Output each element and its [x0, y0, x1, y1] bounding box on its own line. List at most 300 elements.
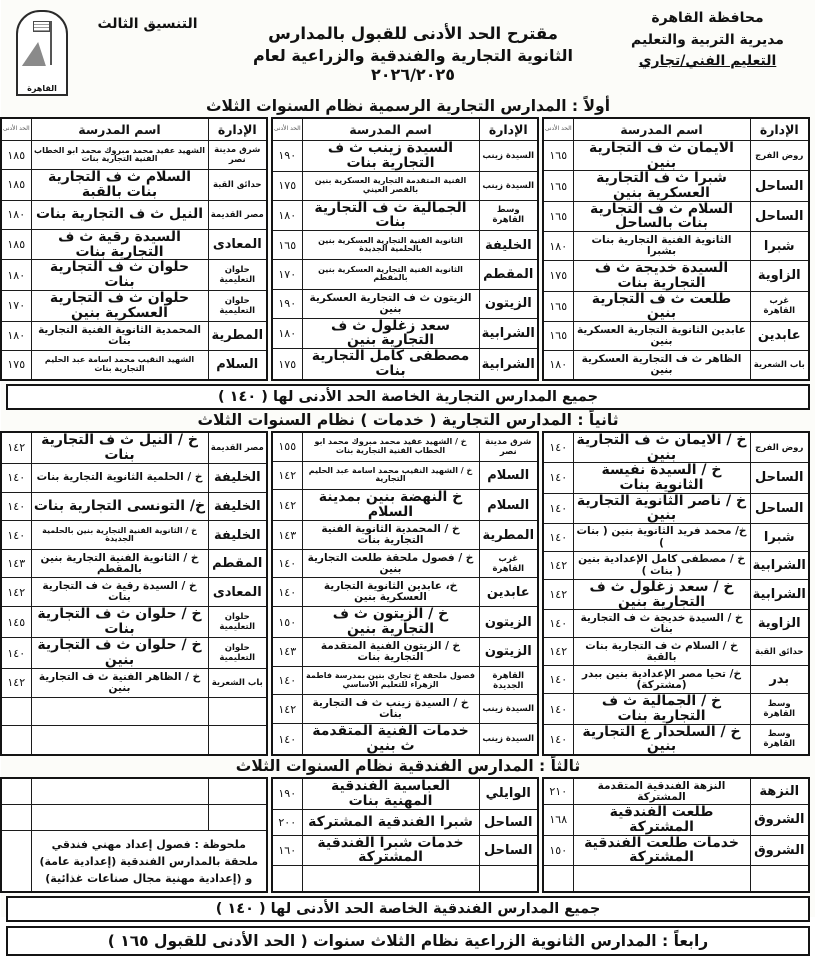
school-cell: خ النهضة بنين بمدينة السلام	[302, 490, 479, 521]
min-score-cell	[272, 866, 302, 893]
school-cell: الشهيد عقيد محمد مبروك محمد ابو الخطاب الفنية التجارية بنات	[31, 141, 208, 170]
min-score-cell: ١٨٥	[1, 141, 31, 170]
min-score-cell: ١٤٠	[543, 610, 573, 638]
min-score-cell: ١٤٠	[1, 521, 31, 550]
admin-header: الإدارة	[479, 118, 538, 141]
table-row	[1, 463, 267, 492]
admin-cell: بدر	[750, 666, 809, 694]
min-score-cell: ١٤٠	[272, 578, 302, 607]
school-cell: خ / فصول ملحقة طلعت التجارية بنين	[302, 549, 479, 578]
table-row	[272, 695, 538, 724]
admin-cell: مصر القديمة	[208, 432, 267, 464]
admin-cell: الزيتون	[479, 638, 538, 667]
table-row	[1, 549, 267, 578]
table-row	[1, 831, 267, 893]
admin-cell: المعادى	[208, 578, 267, 607]
min-score-cell	[1, 697, 31, 726]
doc-title-line2: الثانوية التجارية والفندقية والزراعية لعام ٢٠٢٦/٢٠٢٥	[252, 46, 573, 84]
table-row	[1, 726, 267, 755]
admin-cell: روض الفرج	[750, 141, 809, 171]
school-cell: المحمدية الثانوية الفنية التجارية بنات	[31, 321, 208, 350]
table-row	[543, 866, 809, 893]
admin-cell	[479, 866, 538, 893]
min-score-cell: ٢١٠	[543, 778, 573, 805]
school-cell: خ / الحلمية الثانوية التجارية بنات	[31, 463, 208, 492]
table-row	[272, 723, 538, 755]
admin-cell: الخليفة	[208, 492, 267, 521]
school-cell: خ، عابدين الثانوية التجارية العسكرية بنين	[302, 578, 479, 607]
table-row	[543, 610, 809, 638]
min-score-cell: ١٤٠	[543, 524, 573, 552]
school-cell: خ / الزيتون ث ف التجارية بنين	[302, 607, 479, 638]
min-score-cell: ١٤٣	[272, 521, 302, 550]
school-cell: سعد زغلول ث ف التجارية بنين	[302, 318, 479, 349]
min-score-cell: ١٦٠	[272, 835, 302, 865]
table-row	[543, 201, 809, 231]
header-left	[6, 4, 221, 96]
min-score-cell: ١٤٠	[543, 666, 573, 694]
school-cell: خدمات الفنية المتقدمة ث بنين	[302, 723, 479, 755]
flagpole-shape	[50, 21, 52, 65]
table-row	[1, 321, 267, 350]
admin-cell: وسط القاهرة	[750, 724, 809, 755]
min-score-cell: ١٩٠	[272, 141, 302, 172]
admin-cell: باب الشعرية	[208, 669, 267, 698]
min-score-cell: ١٧٠	[272, 260, 302, 289]
school-cell: خدمات طلعت الفندقية المشتركة	[573, 835, 750, 865]
min-score-cell: ١٨٠	[1, 200, 31, 229]
school-cell: العباسية الفندقية المهنية بنات	[302, 778, 479, 809]
school-cell: الفنية المتقدمة التجارية العسكرية بنين بالقصر العيني	[302, 171, 479, 200]
min-score-cell: ١٨٠	[272, 200, 302, 231]
document-header	[6, 4, 810, 96]
table-row	[1, 805, 267, 831]
school-cell: خ / السيدة خديجة ث ف التجارية بنات	[573, 610, 750, 638]
school-cell: الزيتون ث ف التجارية العسكرية بنين	[302, 289, 479, 318]
logo-caption: القاهرة	[27, 84, 57, 93]
table-group-middle	[271, 117, 539, 381]
min-score-cell: ١٤٠	[272, 666, 302, 695]
table-row	[543, 432, 809, 463]
table-row	[272, 666, 538, 695]
admin-cell: الزاوية	[750, 610, 809, 638]
school-cell: خ / الزيتون الفنية المتقدمة التجارية بنات	[302, 638, 479, 667]
admin-cell: الساحل	[479, 809, 538, 835]
table-group-right	[542, 117, 810, 381]
table-group-left	[0, 431, 268, 756]
school-cell: خ / الثانوية الفنية التجارية بنين بالحلمية الجديدة	[31, 521, 208, 550]
admin-cell: القاهرة الجديدة	[479, 666, 538, 695]
admin-cell: السلام	[479, 490, 538, 521]
min-score-cell: ١٨٥	[1, 170, 31, 201]
admin-cell: حدائق القبة	[750, 638, 809, 666]
table-row	[543, 835, 809, 865]
section-first-title: أولاً : المدارس التجارية الرسمية نظام السنوات الثلاث	[205, 97, 611, 115]
min-score-cell: ١٥٠	[543, 835, 573, 865]
school-cell: السيدة خديجة ث ف التجارية بنات	[573, 261, 750, 291]
school-header: اسم المدرسة	[302, 118, 479, 141]
admin-cell: الشرابية	[750, 580, 809, 610]
min-score-cell: ١٤٣	[272, 638, 302, 667]
table-row	[272, 778, 538, 809]
table-row	[1, 170, 267, 201]
document-page	[1, 0, 815, 951]
admin-cell: شبرا	[750, 232, 809, 261]
table-row	[272, 231, 538, 260]
school-cell	[302, 866, 479, 893]
table-row	[272, 638, 538, 667]
table-group-middle	[271, 431, 539, 756]
admin-cell: عابدين	[479, 578, 538, 607]
min-score-cell: ١٤٠	[543, 493, 573, 523]
directorate-line: مديرية التربية والتعليم	[631, 31, 784, 48]
table-row	[272, 171, 538, 200]
school-cell: خ/ تحيا مصر الإعدادية بنين ببدر (مشتركة)	[573, 666, 750, 694]
table-row	[272, 549, 538, 578]
flag-icon	[33, 21, 50, 32]
table-row	[272, 866, 538, 893]
min-score-cell: ١٨٠	[272, 318, 302, 349]
table-row	[543, 694, 809, 724]
min-score-cell: ١٤٢	[1, 578, 31, 607]
table-row	[543, 261, 809, 291]
school-cell: خ / النيل ث ف التجارية بنات	[31, 432, 208, 464]
table-row	[1, 229, 267, 260]
admin-cell: غرب القاهرة	[750, 291, 809, 321]
school-cell: الجمالية ث ف التجارية بنات	[302, 200, 479, 231]
min-score-cell: ١٤٠	[1, 463, 31, 492]
min-score-cell: ١٦٥	[543, 171, 573, 201]
table-row	[543, 463, 809, 493]
min-score-cell: ١٤٢	[272, 695, 302, 724]
min-score-cell: ١٩٠	[272, 778, 302, 809]
table-row	[1, 141, 267, 170]
min-score-cell: ١٤٠	[543, 463, 573, 493]
min-score-cell: ١٦٥	[543, 201, 573, 231]
school-cell	[31, 805, 208, 831]
min-score-cell	[1, 831, 31, 893]
min-score-cell: ١٤٢	[272, 490, 302, 521]
admin-cell: حلوان التعليمية	[208, 260, 267, 291]
admin-cell: الخليفة	[208, 521, 267, 550]
min-score-cell: ١٤٢	[543, 552, 573, 580]
school-cell: السيدة زينب ث ف التجارية بنات	[302, 141, 479, 172]
admin-cell: المقطم	[479, 260, 538, 289]
school-header: اسم المدرسة	[573, 118, 750, 141]
admin-cell: شبرا	[750, 524, 809, 552]
school-cell: السلام ث ف التجارية بنات بالقبة	[31, 170, 208, 201]
table-group-right	[542, 431, 810, 756]
min-score-cell: ١٧٠	[1, 290, 31, 321]
table-row	[272, 260, 538, 289]
admin-cell: حلوان التعليمية	[208, 607, 267, 638]
table-row	[543, 141, 809, 171]
table-row	[543, 778, 809, 805]
min-score-header: الحد الأدنى	[1, 118, 31, 141]
school-cell: الثانوية الفنية التجارية بنات بشبرا	[573, 232, 750, 261]
table-row	[543, 724, 809, 755]
school-cell: فصول ملحقة خ تجاري بنين بمدرسة فاطمة الزهراء للتعليم الاساسي	[302, 666, 479, 695]
school-cell: خ/ التونسى التجارية بنات	[31, 492, 208, 521]
admin-cell: السيدة زينب	[479, 171, 538, 200]
admin-cell: مصر القديمة	[208, 200, 267, 229]
school-cell: الثانوية الفنية التجارية العسكرية بنين بالحلمية الجديدة	[302, 231, 479, 260]
school-cell	[31, 697, 208, 726]
table-row	[272, 200, 538, 231]
table-row	[543, 493, 809, 523]
admin-cell: المطرية	[208, 321, 267, 350]
min-score-cell: ١٨٠	[543, 350, 573, 380]
school-cell: خ / المحمدية الثانوية الفنية التجارية بنات	[302, 521, 479, 550]
min-score-cell: ١٨٠	[1, 321, 31, 350]
admin-header: الإدارة	[750, 118, 809, 141]
school-cell: خ / السيدة رقية ث ف التجارية بنات	[31, 578, 208, 607]
section-third-title: ثالثاً : المدارس الفندقية نظام السنوات الثلاث	[235, 757, 581, 776]
school-cell: الظاهر ث ف التجارية العسكرية بنين	[573, 350, 750, 380]
school-cell: خ/ محمد فريد الثانوية بنين ( بنات )	[573, 524, 750, 552]
table-row	[543, 321, 809, 350]
table-row	[1, 638, 267, 669]
min-score-cell: ١٨٠	[1, 260, 31, 291]
private-commercial-banner: جميع المدارس التجارية الخاصة الحد الأدنى لها ( ١٤٠ )	[6, 384, 810, 410]
table-row	[543, 580, 809, 610]
min-score-header: الحد الأدنى	[272, 118, 302, 141]
table-row	[543, 552, 809, 580]
admin-cell: الساحل	[750, 463, 809, 493]
table-row	[272, 490, 538, 521]
min-score-cell: ١٥٠	[272, 607, 302, 638]
min-score-cell: ١٤٠	[272, 549, 302, 578]
admin-cell: غرب القاهرة	[479, 549, 538, 578]
table-row	[272, 461, 538, 490]
min-score-cell: ١٩٠	[272, 289, 302, 318]
school-cell: شبرا الفندقية المشتركة	[302, 809, 479, 835]
table-row	[272, 607, 538, 638]
school-cell: خ / الايمان ث ف التجارية بنين	[573, 432, 750, 463]
admin-cell: الزاوية	[750, 261, 809, 291]
min-score-cell: ٢٠٠	[272, 809, 302, 835]
table-row	[272, 141, 538, 172]
min-score-cell: ١٦٨	[543, 805, 573, 835]
table-row	[1, 669, 267, 698]
min-score-cell: ١٤٢	[1, 432, 31, 464]
min-score-cell: ١٤٠	[1, 492, 31, 521]
admin-header: الإدارة	[208, 118, 267, 141]
admin-cell: شرق مدينة نصر	[208, 141, 267, 170]
table-row	[272, 289, 538, 318]
min-score-cell: ١٤٠	[543, 694, 573, 724]
min-score-cell: ١٧٥	[543, 261, 573, 291]
table-row	[1, 521, 267, 550]
admin-cell: السيدة زينب	[479, 695, 538, 724]
section-second-title: ثانياً : المدارس التجارية ( خدمات ) نظام السنوات الثلاث	[197, 410, 619, 429]
admin-cell: المطرية	[479, 521, 538, 550]
min-score-cell: ١٨٥	[1, 229, 31, 260]
min-score-cell	[1, 726, 31, 755]
min-score-cell: ١٧٥	[272, 171, 302, 200]
admin-cell	[208, 805, 267, 831]
school-cell: حلوان ث ف التجارية بنات	[31, 260, 208, 291]
admin-cell: الزيتون	[479, 289, 538, 318]
min-score-cell: ١٤٠	[543, 432, 573, 463]
admin-cell	[208, 726, 267, 755]
table-group-left	[0, 117, 268, 381]
table-group-left-note	[0, 777, 268, 893]
admin-cell: حدائق القبة	[208, 170, 267, 201]
school-cell: خ / ناصر الثانوية التجارية بنين	[573, 493, 750, 523]
table-row	[543, 805, 809, 835]
school-cell: خ / الظاهر الفنية ث ف التجارية بنين	[31, 669, 208, 698]
admin-cell: عابدين	[750, 321, 809, 350]
school-cell: طلعت الفندقية المشتركة	[573, 805, 750, 835]
section-fourth-banner: رابعاً : المدارس الثانوية الزراعية نظام الثلاث سنوات ( الحد الأدنى للقبول ١٦٥ )	[6, 926, 810, 956]
admin-cell: الخليفة	[208, 463, 267, 492]
private-hotel-banner: جميع المدارس الفندقية الخاصة الحد الأدنى لها ( ١٤٠ )	[6, 896, 810, 922]
table-row	[1, 432, 267, 464]
table-row	[1, 607, 267, 638]
table-row	[543, 350, 809, 380]
doc-title-line1: مقترح الحد الأدنى للقبول بالمدارس	[268, 24, 558, 43]
school-cell: خ / السيدة زينب ث ف التجارية بنات	[302, 695, 479, 724]
min-score-cell	[1, 778, 31, 805]
table-row	[1, 350, 267, 380]
min-score-cell: ١٤٢	[1, 669, 31, 698]
table-row	[272, 432, 538, 461]
school-cell: السيدة رقية ث ف التجارية بنات	[31, 229, 208, 260]
admin-cell: السلام	[208, 350, 267, 380]
org-header	[605, 4, 810, 73]
admin-cell: السيدة زينب	[479, 723, 538, 755]
school-cell: خدمات شبرا الفندقية المشتركة	[302, 835, 479, 865]
admin-cell: السلام	[479, 461, 538, 490]
table-row	[272, 835, 538, 865]
school-cell: خ / الجمالية ث ف التجارية بنات	[573, 694, 750, 724]
admin-cell: شرق مدينة نصر	[479, 432, 538, 461]
table-row	[272, 809, 538, 835]
admin-cell: المقطم	[208, 549, 267, 578]
table-row	[272, 578, 538, 607]
school-cell: خ / الثانوية الفنية التجارية بنين بالمقطم	[31, 549, 208, 578]
admin-cell: الزيتون	[479, 607, 538, 638]
admin-cell	[208, 697, 267, 726]
min-score-cell: ١٤٠	[1, 638, 31, 669]
table-group-middle	[271, 777, 539, 893]
pyramid-shape	[22, 42, 50, 66]
table-row	[272, 521, 538, 550]
admin-cell: السيدة زينب	[479, 141, 538, 172]
school-cell: خ / السلحدار ع التجارية بنين	[573, 724, 750, 755]
min-score-cell: ١٥٥	[272, 432, 302, 461]
table-row	[1, 578, 267, 607]
school-cell: خ / مصطفى كامل الإعدادية بنين ( بنات )	[573, 552, 750, 580]
min-score-cell: ١٦٥	[543, 291, 573, 321]
school-cell: خ / حلوان ث ف التجارية بنات	[31, 607, 208, 638]
admin-cell: وسط القاهرة	[750, 694, 809, 724]
school-cell: مصطفى كامل التجارية بنات	[302, 349, 479, 380]
min-score-cell	[1, 805, 31, 831]
admin-cell: النزهة	[750, 778, 809, 805]
commercial-services-table	[6, 431, 810, 756]
admin-cell: الخليفة	[479, 231, 538, 260]
school-cell: حلوان ث ف التجارية العسكرية بنين	[31, 290, 208, 321]
min-score-cell: ١٦٥	[543, 321, 573, 350]
school-cell: عابدين الثانوية التجارية العسكرية بنين	[573, 321, 750, 350]
school-cell: النزهة الفندقية المتقدمة المشتركة	[573, 778, 750, 805]
school-cell: الشهيد النقيب محمد اسامة عبد الحليم التجارية بنات	[31, 350, 208, 380]
min-score-cell: ١٧٥	[272, 349, 302, 380]
school-cell: خ / الشهيد النقيب محمد اسامة عبد الحليم التجارية	[302, 461, 479, 490]
school-cell: السلام ث ف التجارية بنات بالساحل	[573, 201, 750, 231]
table-row	[543, 638, 809, 666]
school-cell: خ / الشهيد عقيد محمد مبروك محمد ابو الخطاب الفنية التجارية بنات	[302, 432, 479, 461]
school-cell	[31, 726, 208, 755]
school-cell: خ / السلام ث ف التجارية بنات بالقبة	[573, 638, 750, 666]
min-score-cell: ١٤٥	[1, 607, 31, 638]
admin-cell: الساحل	[750, 493, 809, 523]
school-cell: طلعت ث ف التجارية بنين	[573, 291, 750, 321]
governorate-line: محافظة القاهرة	[651, 10, 764, 26]
school-cell: خ / حلوان ث ف التجارية بنين	[31, 638, 208, 669]
admin-cell: المعادى	[208, 229, 267, 260]
min-score-cell: ١٤٢	[543, 580, 573, 610]
hotel-schools-table	[6, 777, 810, 893]
commercial-official-table	[2, 117, 810, 381]
min-score-cell: ١٤٣	[1, 549, 31, 578]
cairo-logo-icon	[16, 10, 68, 96]
min-score-cell: ١٨٠	[543, 232, 573, 261]
admin-cell	[750, 866, 809, 893]
min-score-cell: ١٦٥	[272, 231, 302, 260]
admin-cell: حلوان التعليمية	[208, 638, 267, 669]
table-row	[543, 524, 809, 552]
technical-education-line: التعليم الفني/تجاري	[638, 53, 777, 70]
admin-cell: الساحل	[750, 201, 809, 231]
table-row	[1, 697, 267, 726]
admin-cell: الشرابية	[750, 552, 809, 580]
table-row	[543, 232, 809, 261]
min-score-cell: ١٦٥	[543, 141, 573, 171]
table-row	[543, 171, 809, 201]
school-header: اسم المدرسة	[31, 118, 208, 141]
min-score-cell: ١٤٠	[272, 723, 302, 755]
school-cell	[573, 866, 750, 893]
min-score-cell: ١٤٢	[272, 461, 302, 490]
school-cell: خ / سعد زغلول ث ف التجارية بنين	[573, 580, 750, 610]
admin-cell: الساحل	[479, 835, 538, 865]
table-row	[1, 778, 267, 805]
min-score-header: الحد الأدنى	[543, 118, 573, 141]
admin-cell	[208, 778, 267, 805]
school-cell: خ / السيدة نفيسة الثانوية بنات	[573, 463, 750, 493]
min-score-cell: ١٤٢	[543, 638, 573, 666]
admin-cell: الوايلي	[479, 778, 538, 809]
table-group-right	[542, 777, 810, 893]
table-row	[1, 200, 267, 229]
admin-cell: الساحل	[750, 171, 809, 201]
school-cell	[31, 778, 208, 805]
table-row	[1, 260, 267, 291]
admin-cell: الشرابية	[479, 349, 538, 380]
school-cell: النيل ث ف التجارية بنات	[31, 200, 208, 229]
admin-cell: الشروق	[750, 805, 809, 835]
admin-cell: الشرابية	[479, 318, 538, 349]
school-cell: الايمان ث ف التجارية بنين	[573, 141, 750, 171]
min-score-cell: ١٤٠	[543, 724, 573, 755]
coordination-label: التنسيق الثالث	[97, 16, 198, 32]
min-score-cell	[543, 866, 573, 893]
table-row	[1, 290, 267, 321]
admin-cell: الشروق	[750, 835, 809, 865]
